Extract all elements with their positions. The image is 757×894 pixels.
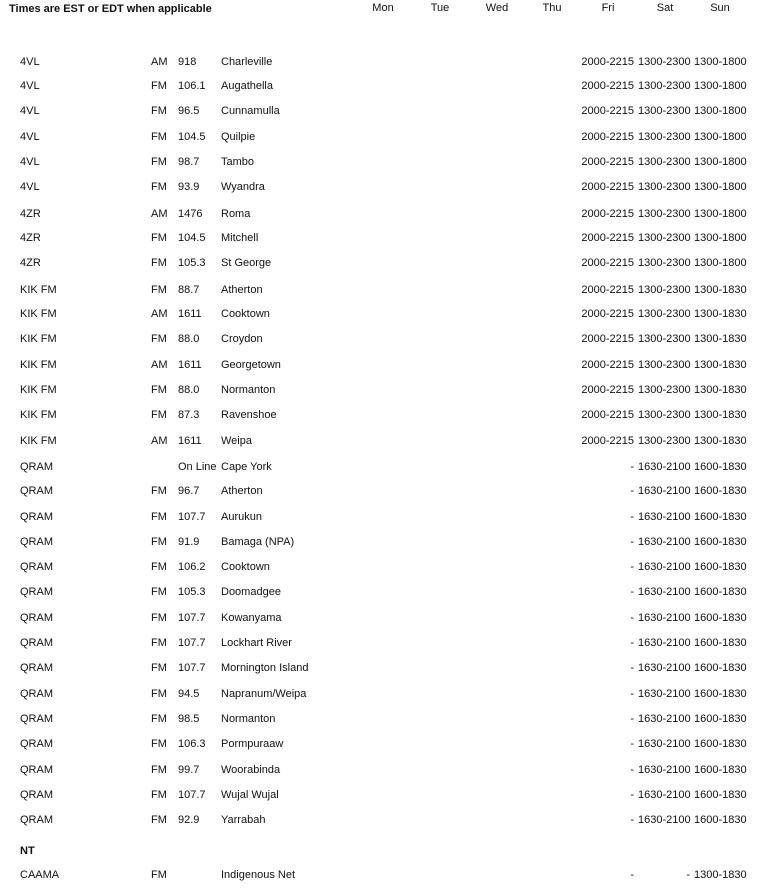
day-thu-header: Thu <box>542 2 562 14</box>
fri-time-cell: 2000-2215 <box>581 105 634 117</box>
location-cell: Mitchell <box>221 232 259 244</box>
sun-time-cell: 1300-1800 <box>694 131 747 143</box>
frequency-cell: 107.7 <box>178 789 206 801</box>
frequency-cell: 91.9 <box>178 536 200 548</box>
station-cell: 4ZR <box>20 257 41 269</box>
fri-time-cell: - <box>630 713 634 725</box>
sun-time-cell: 1300-1800 <box>694 80 747 92</box>
sat-time-cell: 1300-2300 <box>638 181 691 193</box>
fri-time-cell: - <box>630 586 634 598</box>
sat-time-cell: 1630-2100 <box>638 688 691 700</box>
location-cell: St George <box>221 257 272 269</box>
table-row <box>0 660 757 676</box>
sun-time-cell: 1300-1830 <box>694 333 747 345</box>
frequency-cell: 98.5 <box>178 713 200 725</box>
sun-time-cell: 1300-1800 <box>694 56 747 68</box>
day-sun-header: Sun <box>710 2 730 14</box>
location-cell: Cape York <box>221 461 272 473</box>
sun-time-cell: 1600-1830 <box>694 536 747 548</box>
band-cell: FM <box>151 131 167 143</box>
band-cell: FM <box>151 257 167 269</box>
sat-time-cell: 1630-2100 <box>638 586 691 598</box>
fri-time-cell: - <box>630 869 634 881</box>
table-row <box>0 54 757 70</box>
station-cell: 4VL <box>20 80 40 92</box>
band-cell: AM <box>151 308 168 320</box>
day-wed-header: Wed <box>485 2 509 14</box>
fri-time-cell: - <box>630 814 634 826</box>
frequency-cell: 98.7 <box>178 156 200 168</box>
station-cell: QRAM <box>20 536 53 548</box>
location-cell: Quilpie <box>221 131 256 143</box>
band-cell: FM <box>151 333 167 345</box>
band-cell: FM <box>151 586 167 598</box>
sun-time-cell: 1300-1800 <box>694 105 747 117</box>
location-cell: Cooktown <box>221 308 270 320</box>
fri-time-cell: - <box>630 461 634 473</box>
band-cell: FM <box>151 713 167 725</box>
frequency-cell: 106.1 <box>178 80 206 92</box>
band-cell: FM <box>151 181 167 193</box>
location-cell: Cunnamulla <box>221 105 280 117</box>
band-cell: FM <box>151 561 167 573</box>
frequency-cell: 104.5 <box>178 131 206 143</box>
location-cell: Ravenshoe <box>221 409 277 421</box>
fri-time-cell: 2000-2215 <box>581 232 634 244</box>
location-cell: Woorabinda <box>221 764 281 776</box>
sat-time-cell: 1300-2300 <box>638 257 691 269</box>
band-cell: AM <box>151 56 168 68</box>
sat-time-cell: 1300-2300 <box>638 308 691 320</box>
station-cell: CAAMA <box>20 869 60 881</box>
sat-time-cell: 1300-2300 <box>638 359 691 371</box>
location-cell: Pormpuraaw <box>221 738 284 750</box>
table-row <box>0 686 757 702</box>
location-cell: Lockhart River <box>221 637 292 649</box>
table-row <box>0 129 757 145</box>
table-row <box>0 255 757 271</box>
band-cell: FM <box>151 232 167 244</box>
frequency-cell: On Line <box>178 461 217 473</box>
fri-time-cell: 2000-2215 <box>581 384 634 396</box>
fri-time-cell: 2000-2215 <box>581 359 634 371</box>
sun-time-cell: 1300-1830 <box>694 435 747 447</box>
table-row <box>0 282 757 298</box>
fri-time-cell: - <box>630 637 634 649</box>
location-cell: Atherton <box>221 485 263 497</box>
sat-time-cell: 1300-2300 <box>638 409 691 421</box>
frequency-cell: 96.7 <box>178 485 200 497</box>
table-row <box>0 331 757 347</box>
station-cell: QRAM <box>20 461 53 473</box>
fri-time-cell: 2000-2215 <box>581 208 634 220</box>
location-cell: Wujal Wujal <box>221 789 279 801</box>
station-cell: 4ZR <box>20 232 41 244</box>
sun-time-cell: 1300-1800 <box>694 232 747 244</box>
fri-time-cell: - <box>630 561 634 573</box>
sun-time-cell: 1600-1830 <box>694 662 747 674</box>
day-fri-header: Fri <box>601 2 615 14</box>
sat-time-cell: 1630-2100 <box>638 561 691 573</box>
sat-time-cell: 1300-2300 <box>638 384 691 396</box>
station-cell: QRAM <box>20 485 53 497</box>
fri-time-cell: - <box>630 789 634 801</box>
fri-time-cell: - <box>630 688 634 700</box>
fri-time-cell: - <box>630 612 634 624</box>
station-cell: 4VL <box>20 181 40 193</box>
station-cell: 4VL <box>20 156 40 168</box>
location-cell: Yarrabah <box>221 814 266 826</box>
location-cell: Bamaga (NPA) <box>221 536 295 548</box>
frequency-cell: 87.3 <box>178 409 200 421</box>
band-cell: FM <box>151 105 167 117</box>
band-cell: FM <box>151 789 167 801</box>
band-cell: FM <box>151 637 167 649</box>
table-row <box>0 103 757 119</box>
sat-time-cell: 1300-2300 <box>638 80 691 92</box>
sat-time-cell: 1630-2100 <box>638 662 691 674</box>
frequency-cell: 1611 <box>178 435 202 447</box>
location-cell: Weipa <box>221 435 252 447</box>
location-cell: Charleville <box>221 56 273 68</box>
frequency-cell: 107.7 <box>178 662 206 674</box>
frequency-cell: 88.0 <box>178 384 200 396</box>
band-cell: FM <box>151 409 167 421</box>
table-row <box>0 78 757 94</box>
sun-time-cell: 1300-1800 <box>694 208 747 220</box>
frequency-cell: 92.9 <box>178 814 200 826</box>
table-row <box>0 559 757 575</box>
band-cell: AM <box>151 435 168 447</box>
sat-time-cell: 1630-2100 <box>638 511 691 523</box>
section-heading-nt: NT <box>20 845 35 857</box>
sat-time-cell: 1300-2300 <box>638 435 691 447</box>
fri-time-cell: - <box>630 764 634 776</box>
station-cell: KIK FM <box>20 308 57 320</box>
frequency-cell: 107.7 <box>178 637 206 649</box>
band-cell: FM <box>151 738 167 750</box>
sun-time-cell: 1300-1800 <box>694 181 747 193</box>
location-cell: Normanton <box>221 713 276 725</box>
sun-time-cell: 1300-1830 <box>694 409 747 421</box>
sun-time-cell: 1300-1830 <box>694 384 747 396</box>
sun-time-cell: 1600-1830 <box>694 789 747 801</box>
fri-time-cell: - <box>630 511 634 523</box>
sat-time-cell: 1630-2100 <box>638 637 691 649</box>
table-row <box>0 206 757 222</box>
location-cell: Georgetown <box>221 359 281 371</box>
frequency-cell: 104.5 <box>178 232 206 244</box>
frequency-cell: 106.2 <box>178 561 206 573</box>
frequency-cell: 105.3 <box>178 586 206 598</box>
table-row <box>0 584 757 600</box>
day-tue-header: Tue <box>430 2 450 14</box>
table-row <box>0 154 757 170</box>
sat-time-cell: 1630-2100 <box>638 612 691 624</box>
timezone-note: Times are EST or EDT when applicable <box>9 3 212 15</box>
station-cell: QRAM <box>20 713 53 725</box>
location-cell: Roma <box>221 208 251 220</box>
location-cell: Kowanyama <box>221 612 282 624</box>
location-cell: Tambo <box>221 156 255 168</box>
band-cell: FM <box>151 869 167 881</box>
sat-time-cell: 1630-2100 <box>638 764 691 776</box>
table-row <box>0 509 757 525</box>
sat-time-cell: 1630-2100 <box>638 789 691 801</box>
station-cell: 4VL <box>20 131 40 143</box>
station-cell: QRAM <box>20 586 53 598</box>
station-cell: QRAM <box>20 561 53 573</box>
table-row <box>0 230 757 246</box>
station-cell: QRAM <box>20 789 53 801</box>
fri-time-cell: 2000-2215 <box>581 409 634 421</box>
fri-time-cell: 2000-2215 <box>581 56 634 68</box>
location-cell: Croydon <box>221 333 263 345</box>
band-cell: FM <box>151 284 167 296</box>
sun-time-cell: 1600-1830 <box>694 814 747 826</box>
sat-time-cell: 1630-2100 <box>638 536 691 548</box>
sun-time-cell: 1600-1830 <box>694 713 747 725</box>
fri-time-cell: - <box>630 662 634 674</box>
location-cell: Mornington Island <box>221 662 309 674</box>
sun-time-cell: 1300-1830 <box>694 308 747 320</box>
sat-time-cell: 1300-2300 <box>638 105 691 117</box>
station-cell: KIK FM <box>20 435 57 447</box>
location-cell: Aurukun <box>221 511 262 523</box>
station-cell: KIK FM <box>20 359 57 371</box>
station-cell: 4ZR <box>20 208 41 220</box>
frequency-cell: 88.7 <box>178 284 200 296</box>
station-cell: 4VL <box>20 56 40 68</box>
station-cell: QRAM <box>20 688 53 700</box>
station-cell: 4VL <box>20 105 40 117</box>
frequency-cell: 96.5 <box>178 105 200 117</box>
frequency-cell: 105.3 <box>178 257 206 269</box>
station-cell: QRAM <box>20 511 53 523</box>
fri-time-cell: 2000-2215 <box>581 257 634 269</box>
frequency-cell: 88.0 <box>178 333 200 345</box>
sat-time-cell: 1300-2300 <box>638 208 691 220</box>
table-row <box>0 459 757 475</box>
sun-time-cell: 1300-1800 <box>694 257 747 269</box>
table-row <box>0 357 757 373</box>
fri-time-cell: 2000-2215 <box>581 181 634 193</box>
sun-time-cell: 1600-1830 <box>694 612 747 624</box>
table-row <box>0 306 757 322</box>
frequency-cell: 94.5 <box>178 688 200 700</box>
sat-time-cell: 1300-2300 <box>638 232 691 244</box>
station-cell: QRAM <box>20 814 53 826</box>
station-cell: QRAM <box>20 764 53 776</box>
sun-time-cell: 1600-1830 <box>694 561 747 573</box>
table-row <box>0 534 757 550</box>
band-cell: AM <box>151 359 168 371</box>
sun-time-cell: 1600-1830 <box>694 764 747 776</box>
sun-time-cell: 1600-1830 <box>694 637 747 649</box>
table-row <box>0 433 757 449</box>
table-row <box>0 787 757 803</box>
table-row <box>0 867 757 883</box>
fri-time-cell: 2000-2215 <box>581 333 634 345</box>
band-cell: FM <box>151 764 167 776</box>
band-cell: AM <box>151 208 168 220</box>
sat-time-cell: 1630-2100 <box>638 461 691 473</box>
sun-time-cell: 1600-1830 <box>694 485 747 497</box>
frequency-cell: 1476 <box>178 208 203 220</box>
location-cell: Wyandra <box>221 181 265 193</box>
band-cell: FM <box>151 536 167 548</box>
band-cell: FM <box>151 384 167 396</box>
station-cell: QRAM <box>20 662 53 674</box>
table-row <box>0 610 757 626</box>
fri-time-cell: 2000-2215 <box>581 308 634 320</box>
station-cell: KIK FM <box>20 333 57 345</box>
sun-time-cell: 1600-1830 <box>694 586 747 598</box>
table-row <box>0 635 757 651</box>
band-cell: FM <box>151 612 167 624</box>
band-cell: FM <box>151 814 167 826</box>
fri-time-cell: 2000-2215 <box>581 156 634 168</box>
fri-time-cell: 2000-2215 <box>581 131 634 143</box>
sat-time-cell: 1300-2300 <box>638 333 691 345</box>
band-cell: FM <box>151 662 167 674</box>
table-row <box>0 762 757 778</box>
table-row <box>0 711 757 727</box>
sat-time-cell: 1300-2300 <box>638 284 691 296</box>
fri-time-cell: 2000-2215 <box>581 435 634 447</box>
location-cell: Indigenous Net <box>221 869 295 881</box>
frequency-cell: 918 <box>178 56 197 68</box>
frequency-cell: 107.7 <box>178 612 206 624</box>
sun-time-cell: 1600-1830 <box>694 738 747 750</box>
day-sat-header: Sat <box>656 2 674 14</box>
band-cell: FM <box>151 511 167 523</box>
frequency-cell: 1611 <box>178 308 202 320</box>
frequency-cell: 106.3 <box>178 738 206 750</box>
sun-time-cell: 1300-1830 <box>694 284 747 296</box>
location-cell: Augathella <box>221 80 273 92</box>
fri-time-cell: 2000-2215 <box>581 284 634 296</box>
fri-time-cell: - <box>630 485 634 497</box>
sat-time-cell: 1630-2100 <box>638 738 691 750</box>
location-cell: Napranum/Weipa <box>221 688 307 700</box>
frequency-cell: 107.7 <box>178 511 206 523</box>
station-cell: KIK FM <box>20 384 57 396</box>
location-cell: Atherton <box>221 284 263 296</box>
station-cell: QRAM <box>20 612 53 624</box>
day-mon-header: Mon <box>372 2 394 14</box>
sat-time-cell: 1300-2300 <box>638 156 691 168</box>
frequency-cell: 99.7 <box>178 764 200 776</box>
table-row <box>0 179 757 195</box>
table-row <box>0 382 757 398</box>
station-cell: KIK FM <box>20 409 57 421</box>
fri-time-cell: - <box>630 536 634 548</box>
sun-time-cell: 1600-1830 <box>694 688 747 700</box>
frequency-cell: 1611 <box>178 359 202 371</box>
table-row <box>0 407 757 423</box>
sun-time-cell: 1300-1830 <box>694 359 747 371</box>
sat-time-cell: 1630-2100 <box>638 485 691 497</box>
table-row <box>0 736 757 752</box>
sat-time-cell: 1300-2300 <box>638 56 691 68</box>
fri-time-cell: 2000-2215 <box>581 80 634 92</box>
table-row <box>0 812 757 828</box>
sat-time-cell: - <box>686 869 690 881</box>
band-cell: FM <box>151 485 167 497</box>
sun-time-cell: 1300-1800 <box>694 156 747 168</box>
frequency-cell: 93.9 <box>178 181 200 193</box>
location-cell: Normanton <box>221 384 276 396</box>
band-cell: FM <box>151 688 167 700</box>
sun-time-cell: 1600-1830 <box>694 461 747 473</box>
sat-time-cell: 1630-2100 <box>638 713 691 725</box>
sat-time-cell: 1300-2300 <box>638 131 691 143</box>
sun-time-cell: 1600-1830 <box>694 511 747 523</box>
location-cell: Doomadgee <box>221 586 281 598</box>
station-cell: QRAM <box>20 637 53 649</box>
station-cell: QRAM <box>20 738 53 750</box>
location-cell: Cooktown <box>221 561 270 573</box>
band-cell: FM <box>151 80 167 92</box>
sat-time-cell: 1630-2100 <box>638 814 691 826</box>
station-cell: KIK FM <box>20 284 57 296</box>
table-row <box>0 483 757 499</box>
band-cell: FM <box>151 156 167 168</box>
fri-time-cell: - <box>630 738 634 750</box>
sun-time-cell: 1300-1830 <box>694 869 747 881</box>
